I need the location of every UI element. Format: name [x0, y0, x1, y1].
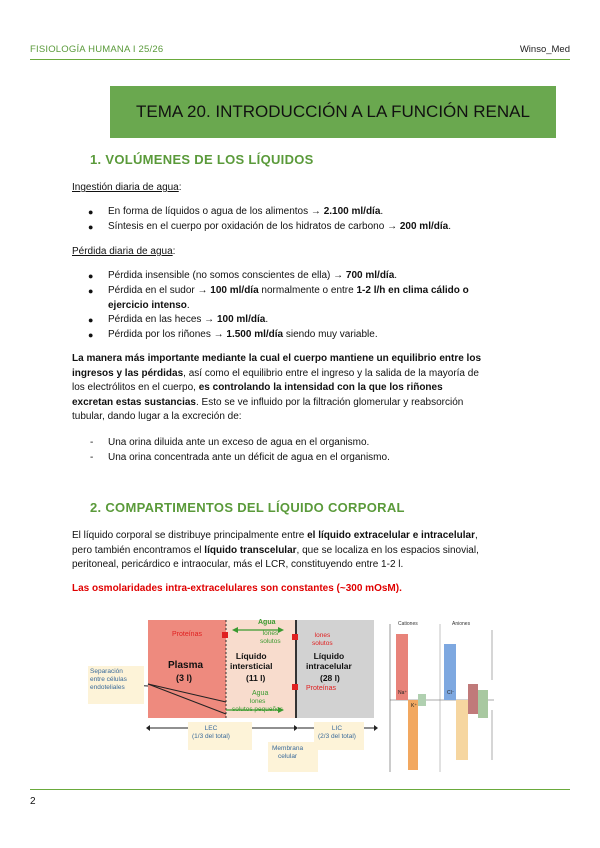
intake-label: Ingestión diaria de agua: [72, 182, 182, 193]
loss-label: Pérdida diaria de agua: [72, 246, 176, 257]
footer-rule [30, 789, 570, 790]
ion-chart-aniones: Aniones [452, 621, 471, 627]
fig-label-lic: LIC (2/3 del total) [318, 725, 356, 740]
bar-proteins [456, 700, 468, 760]
bar-hco3 [468, 684, 478, 714]
compartments-paragraph: El líquido corporal se distribuye principalmente entre el líquido extracelular e intracelular, pero también encontramos el líquido transcelular, que se localiza en los espacios sinovial, peritoneal, pericárdico e intraocular, más el LCR, constituyendo entre 1-2 l. [72, 530, 479, 570]
fig-label-proteinas-left: Proteínas [172, 631, 202, 638]
list-item: ● Pérdida por los riñones → 1.500 ml/día siendo muy variable. [88, 329, 378, 340]
fig-label-intracelular: Líquido intracelular [306, 651, 352, 671]
ion-chart-cl: Cl⁻ [447, 690, 455, 696]
title-box [110, 86, 556, 138]
fig-label-proteinas-right: Proteínas [306, 685, 336, 692]
osmolarity-note: Las osmolaridades intra-extracelulares son constantes (~300 mOsM). [72, 583, 402, 594]
list-item: ● Síntesis en el cuerpo por oxidación de los hidratos de carbono → 200 ml/día. [88, 221, 451, 232]
fig-label-agua-top: Agua [258, 619, 276, 626]
fig-label-lec: LEC (1/3 del total) [192, 725, 230, 740]
fig-label-iones-solutos: Iones solutos [260, 630, 281, 645]
ion-chart-k: K⁺ [411, 703, 417, 709]
fig-label-agua-bottom: Agua [252, 690, 269, 697]
bar-other [478, 690, 488, 718]
fig-label-membrana: Membrana celular [272, 745, 304, 760]
bar-ca-mg [418, 694, 426, 706]
balance-paragraph: La manera más importante mediante la cual el cuerpo mantiene un equilibrio entre los ingresos y las pérdidas, así como el equilibrio entre el ingreso y la salida de la mayoría de los electrólitos en el cuerpo, es controlando la intensidad con la que los riñones excretan estas sustancias. Esto se ve influido por la filtración glomerular y reabsorción tubular, dando lugar a la excreción de: [72, 353, 481, 422]
section2-heading: 2. COMPARTIMENTOS DEL LÍQUIDO CORPORAL [90, 500, 405, 515]
ion-chart-na: Na⁺ [398, 690, 408, 696]
header-rule [30, 59, 570, 60]
bar-k-intra [408, 700, 418, 770]
list-item: - Una orina concentrada ante un déficit de agua en el organismo. [90, 452, 390, 463]
list-item: ● Pérdida insensible (no somos conscientes de ella) → 700 ml/día. [88, 270, 398, 281]
fig-label-iones-solutos-right: Iones solutos [312, 632, 333, 647]
list-item: ● Pérdida en las heces → 100 ml/día. [88, 314, 269, 325]
fig-label-separacion: Separación entre células endoteliales [90, 668, 127, 691]
fig-label-plasma: Plasma [168, 660, 204, 671]
fig-label-intersticial-vol: (11 l) [246, 673, 266, 683]
page-number: 2 [30, 796, 36, 807]
fig-label-intersticial: Líquido intersticial [230, 651, 273, 671]
ion-chart [382, 620, 502, 776]
page-title: TEMA 20. INTRODUCCIÓN A LA FUNCIÓN RENAL [136, 102, 530, 121]
list-item: ● En forma de líquidos o agua de los alimentos → 2.100 ml/día. [88, 206, 384, 217]
ion-chart-cationes: Cationes [398, 621, 418, 627]
header-right: Winso_Med [519, 44, 570, 55]
fig-label-plasma-vol: (3 l) [176, 673, 193, 683]
list-item: ● Pérdida en el sudor → 100 ml/día normalmente o entre 1-2 l/h en clima cálido o ejercicio intenso. [88, 285, 469, 311]
header-left: FISIOLOGÍA HUMANA I 25/26 [30, 44, 164, 55]
section1-heading: 1. VOLÚMENES DE LOS LÍQUIDOS [90, 152, 314, 167]
fig-label-intracelular-vol: (28 l) [320, 673, 340, 683]
compartments-figure [88, 614, 378, 774]
fig-label-iones-pequenos: Iones solutos pequeños [232, 698, 283, 713]
list-item: - Una orina diluida ante un exceso de agua en el organismo. [90, 437, 370, 448]
